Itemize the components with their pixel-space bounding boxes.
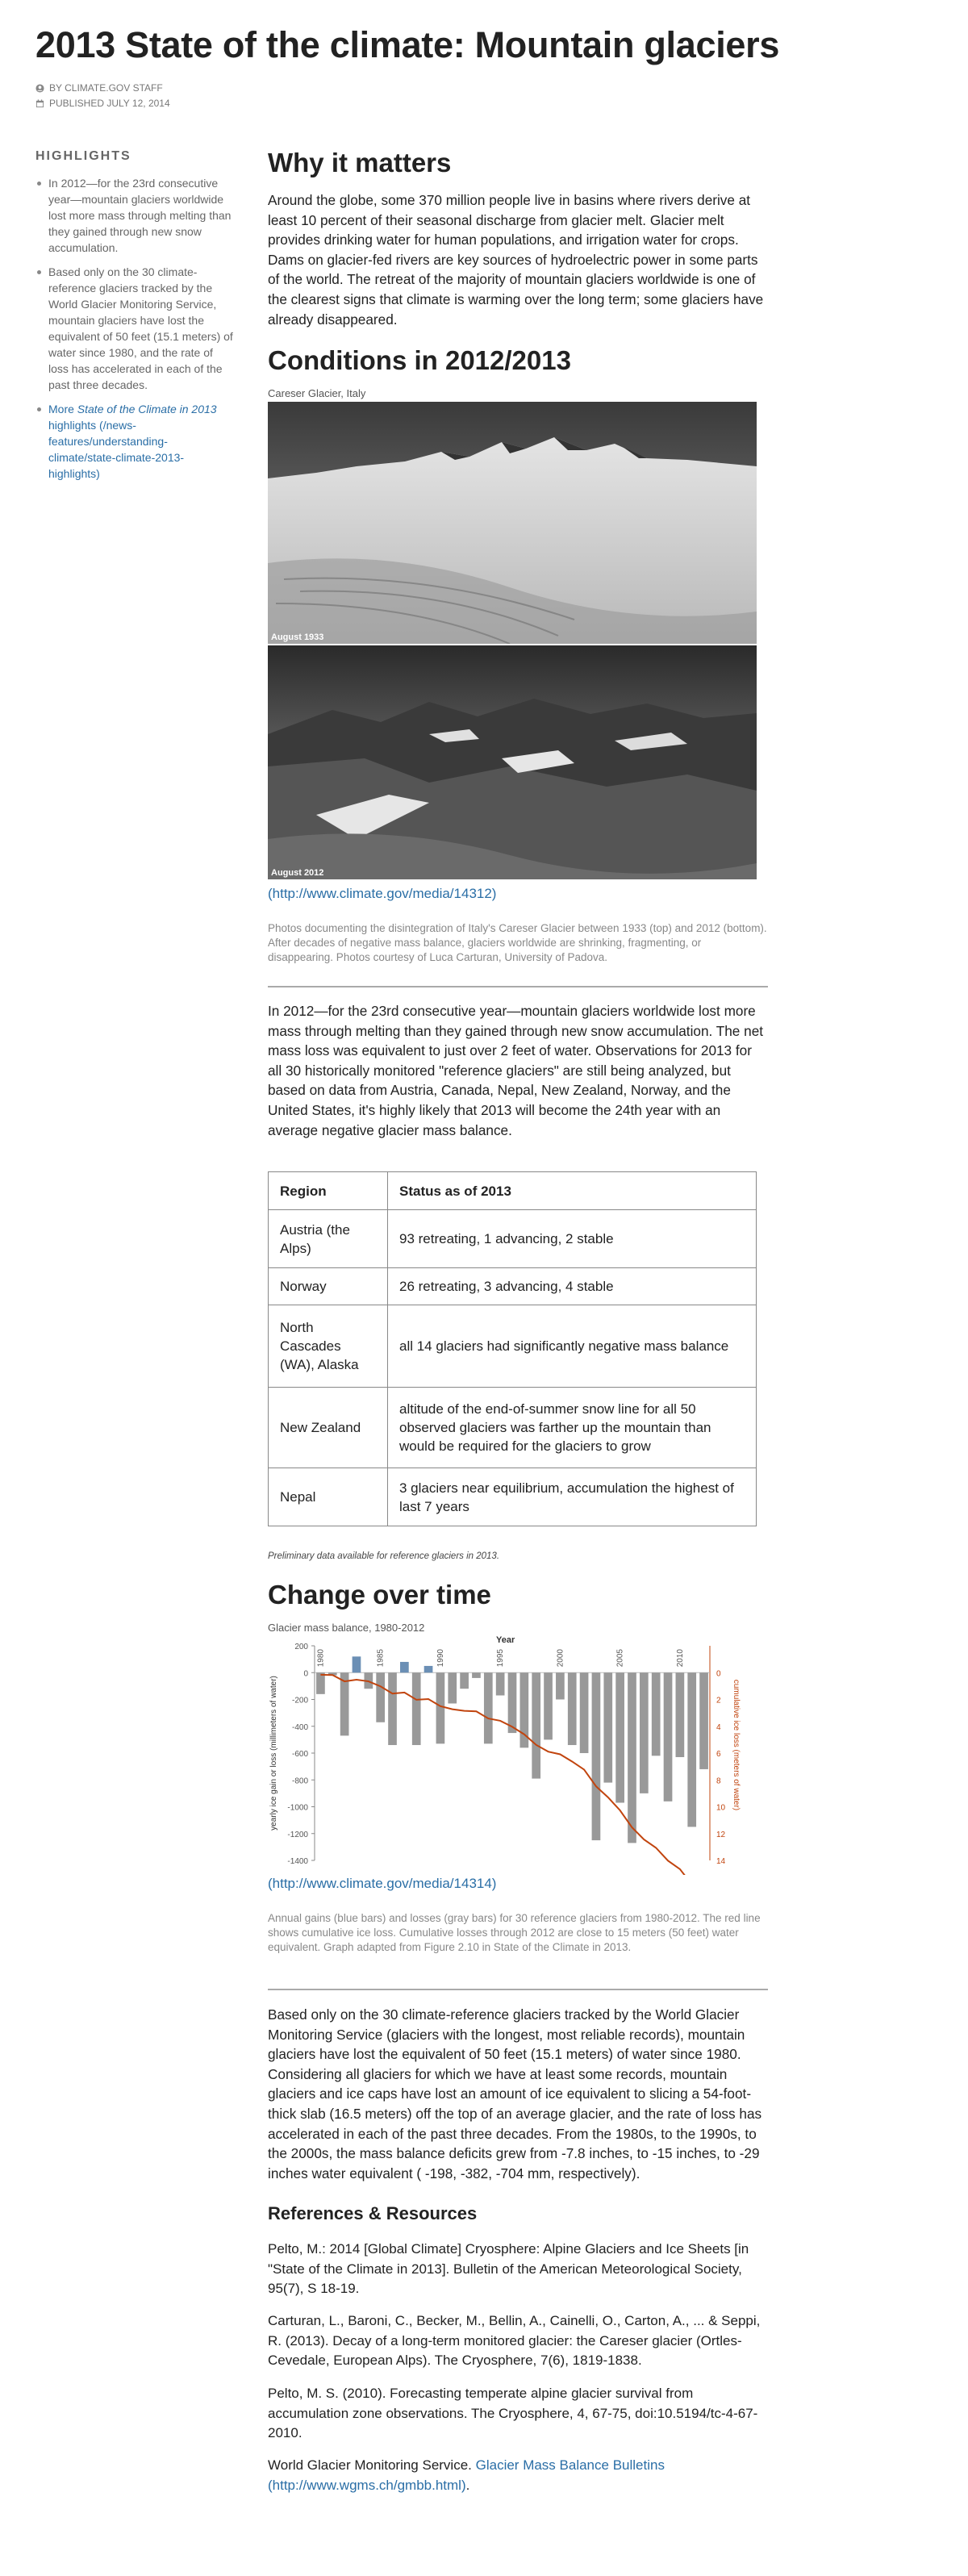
reference-item: Pelto, M. S. (2010). Forecasting temperate alpine glacier survival from accumulation zone observations. The Cryosphere, 4, 67-75, doi:10.5194/tc-4-67-2010.	[268, 2386, 758, 2440]
byline-text: BY CLIMATE.GOV STAFF	[49, 82, 163, 94]
table-cell: Norway	[269, 1268, 388, 1305]
highlights-link[interactable]: More State of the Climate in 2013 highlights (/news-features/understanding-climate/state-climate-2013-highlights)	[48, 403, 217, 480]
user-icon	[35, 84, 44, 93]
chart-title: Glacier mass balance, 1980-2012	[268, 1622, 425, 1634]
change-heading: Change over time	[268, 1580, 491, 1609]
photo-date-label: August 2012	[271, 868, 324, 878]
highlights-heading: HIGHLIGHTS	[35, 149, 131, 163]
highlights-sidebar	[35, 149, 237, 490]
x-tick-label: 1995	[496, 1649, 506, 1668]
references-heading: References & Resources	[268, 2203, 478, 2223]
glacier-photo-2012	[268, 645, 757, 879]
bar-2009	[664, 1672, 673, 1802]
x-tick-label: 2005	[615, 1649, 625, 1668]
x-axis-title: Year	[496, 1635, 515, 1645]
bar-2003	[592, 1672, 601, 1840]
bar-2004	[603, 1672, 612, 1782]
bar-1980	[316, 1672, 325, 1694]
section-divider	[268, 1989, 768, 1990]
glacier-photo-1933	[268, 402, 757, 644]
why-heading: Why it matters	[268, 148, 452, 177]
table-header-row	[269, 1172, 757, 1210]
y2-tick-label: 6	[716, 1750, 721, 1759]
bar-1987	[400, 1662, 409, 1672]
y2-tick-label: 2	[716, 1696, 721, 1706]
y2-tick-label: 0	[716, 1669, 721, 1679]
mass-balance-chart	[268, 1633, 768, 1879]
bar-1986	[388, 1672, 397, 1745]
bar-1999	[544, 1672, 553, 1739]
photo-media-link[interactable]: (http://www.climate.gov/media/14312)	[268, 886, 497, 901]
bar-1983	[353, 1656, 361, 1672]
y2-axis-title: cumulative ice loss (meters of water)	[732, 1679, 741, 1811]
chart-svg	[268, 1633, 768, 1875]
table-cell: Austria (the Alps)	[269, 1210, 388, 1268]
y-tick-label: -400	[291, 1722, 308, 1732]
bar-1988	[412, 1672, 421, 1745]
y2-tick-label: 12	[716, 1830, 726, 1839]
y2-tick-label: 4	[716, 1722, 721, 1732]
bar-1995	[496, 1672, 505, 1695]
y-axis-title: yearly ice gain or loss (millimeters of water)	[269, 1676, 278, 1831]
bar-1994	[484, 1672, 493, 1743]
bar-1992	[460, 1672, 469, 1689]
change-paragraph: Based only on the 30 climate-reference glaciers tracked by the World Glacier Monitoring Service (glaciers with the longest, most reliable records), mountain glaciers have lost the equivalent of 50 feet (15.1 meters) of water since 1980. Considering all glaciers for which we have at least some records, mountain glaciers and ice caps have lost an amount of ice equivalent to slicing a 54-foot-thick slab (16.5 meters) off the top of an average glacier, and the rate of loss has accelerated in each of the past three decades. From the 1980s, to the 1990s, to the 2000s, the mass balance deficits grew from -7.8 inches, to -15 inches, to -29 inches water equivalent ( -198, -382, -704 mm, respectively).	[268, 2006, 762, 2181]
y-tick-label: -1400	[287, 1857, 308, 1866]
table-cell: North Cascades (WA), Alaska	[269, 1305, 388, 1388]
y-tick-label: -600	[291, 1750, 308, 1759]
highlight-item: Based only on the 30 climate-reference glaciers tracked by the World Glacier Monitoring Service, mountain glaciers have lost the equivalent of 50 feet (15.1 meters) of water since 1980, and the rate of loss has accelerated in each of the past three decades.	[35, 264, 233, 393]
table-header-cell: Region	[269, 1172, 388, 1210]
photo-date-label: August 1933	[271, 633, 324, 642]
published-date	[35, 98, 170, 109]
why-paragraph: Around the globe, some 370 million people live in basins where rivers derive at least 10 percent of their seasonal discharge from glacier melt. Glacier melt provides drinking water for human populations, and irrigation water for crops. Dams on glacier-fed rivers are key sources of hydroelectric power in some parts of the world. The retreat of the majority of mountain glaciers worldwide is one of the clearest signs that climate is warming over the long term; some glaciers have already disappeared.	[268, 192, 764, 328]
table-cell: altitude of the end-of-summer snow line for all 50 observed glaciers was farther up the mountain than would be required for the glaciers to grow	[388, 1388, 757, 1468]
bar-2010	[676, 1672, 685, 1757]
y2-tick-label: 14	[716, 1857, 726, 1866]
byline	[35, 82, 163, 94]
section-divider	[268, 986, 768, 987]
bar-2008	[652, 1672, 661, 1756]
bar-1985	[376, 1672, 385, 1722]
table-row	[269, 1305, 757, 1388]
bar-2012	[699, 1672, 708, 1769]
status-table-wrap	[268, 1171, 768, 1526]
y-tick-label: -200	[291, 1696, 308, 1706]
reference-item: World Glacier Monitoring Service. Glacier Mass Balance Bulletins (http://www.wgms.ch/gmbb.html).	[268, 2457, 665, 2493]
x-tick-label: 1990	[436, 1649, 445, 1668]
photo-caption: Photos documenting the disintegration of Italy's Careser Glacier between 1933 (top) and 2012 (bottom). After decades of negative mass balance, glaciers worldwide are shrinking, fragmenting, or disappearing. Photos courtesy of Luca Carturan, University of Padova.	[268, 922, 767, 963]
x-tick-label: 2000	[556, 1649, 565, 1668]
chart-caption: Annual gains (blue bars) and losses (gray bars) for 30 reference glaciers from 1980-2012. The red line shows cumulative ice loss. Cumulative losses through 2012 are close to 15 meters (50 feet) water equivalent. Graph adapted from Figure 2.10 in State of the Climate in 2013.	[268, 1912, 761, 1953]
y2-tick-label: 10	[716, 1803, 726, 1813]
table-row	[269, 1210, 757, 1268]
table-cell: 3 glaciers near equilibrium, accumulation the highest of last 7 years	[388, 1468, 757, 1526]
table-row	[269, 1468, 757, 1526]
table-cell: New Zealand	[269, 1388, 388, 1468]
bar-2007	[640, 1672, 649, 1793]
wgms-link[interactable]: Glacier Mass Balance Bulletins (http://www.wgms.ch/gmbb.html)	[268, 2457, 665, 2493]
table-cell: all 14 glaciers had significantly negative mass balance	[388, 1305, 757, 1388]
table-header-cell: Status as of 2013	[388, 1172, 757, 1210]
conditions-heading: Conditions in 2012/2013	[268, 345, 571, 375]
y-tick-label: -1000	[287, 1803, 308, 1813]
conditions-paragraph: In 2012—for the 23rd consecutive year—mountain glaciers worldwide lost more mass through melting than they gained through new snow accumulation. The net mass loss was equivalent to just over 2 feet of water. Observations for 2013 for all 30 historically monitored "reference glaciers" are still being analyzed, but based on data from Austria, Canada, Nepal, New Zealand, Norway, and the United States, it's highly likely that 2013 will become the 24th year with an average negative glacier mass balance.	[268, 1003, 764, 1138]
x-tick-label: 2010	[675, 1649, 685, 1668]
table-cell: 93 retreating, 1 advancing, 2 stable	[388, 1210, 757, 1268]
published-text: PUBLISHED JULY 12, 2014	[49, 98, 170, 109]
y-tick-label: -800	[291, 1776, 308, 1786]
bar-1998	[532, 1672, 540, 1778]
y-tick-label: -1200	[287, 1830, 308, 1839]
y2-tick-label: 8	[716, 1776, 721, 1786]
bar-2002	[580, 1672, 589, 1753]
bar-2006	[628, 1672, 636, 1843]
bar-2005	[615, 1672, 624, 1802]
bar-2000	[556, 1672, 565, 1699]
highlight-item: In 2012—for the 23rd consecutive year—mountain glaciers worldwide lost more mass through melting than they gained through new snow accumulation.	[35, 175, 233, 256]
bar-1996	[508, 1672, 517, 1733]
bar-1990	[436, 1672, 445, 1743]
table-cell: 26 retreating, 3 advancing, 4 stable	[388, 1268, 757, 1305]
table-note: Preliminary data available for reference glaciers in 2013.	[268, 1551, 500, 1561]
reference-item: Pelto, M.: 2014 [Global Climate] Cryosphere: Alpine Glaciers and Ice Sheets [in "State of the Climate in 2013]. Bulletin of the American Meteorological Society, 95(7), S 18-19.	[268, 2241, 749, 2296]
bar-2011	[687, 1672, 696, 1827]
y-tick-label: 0	[303, 1669, 308, 1679]
chart-media-link[interactable]: (http://www.climate.gov/media/14314)	[268, 1876, 497, 1891]
y-tick-label: 200	[294, 1643, 308, 1651]
highlight-link-item	[35, 401, 233, 482]
table-row	[269, 1388, 757, 1468]
bar-1989	[424, 1666, 433, 1672]
reference-item: Carturan, L., Baroni, C., Becker, M., Bellin, A., Cainelli, O., Carton, A., ... & Seppi, R. (2013). Decay of a long-term monitored glacier: the Careser glacier (Ortles-Cevedale, European Alps). The Cryosphere, 7(6), 1819-1838.	[268, 2313, 761, 2368]
x-tick-label: 1985	[376, 1649, 386, 1668]
status-table	[268, 1171, 757, 1526]
x-tick-label: 1980	[316, 1649, 326, 1668]
table-cell: Nepal	[269, 1468, 388, 1526]
table-row	[269, 1268, 757, 1305]
page-title: 2013 State of the climate: Mountain glaciers	[35, 24, 780, 65]
bar-2001	[568, 1672, 577, 1745]
bar-1993	[472, 1672, 481, 1678]
photo-title: Careser Glacier, Italy	[268, 387, 366, 399]
calendar-icon	[35, 99, 44, 108]
bar-1991	[448, 1672, 457, 1703]
